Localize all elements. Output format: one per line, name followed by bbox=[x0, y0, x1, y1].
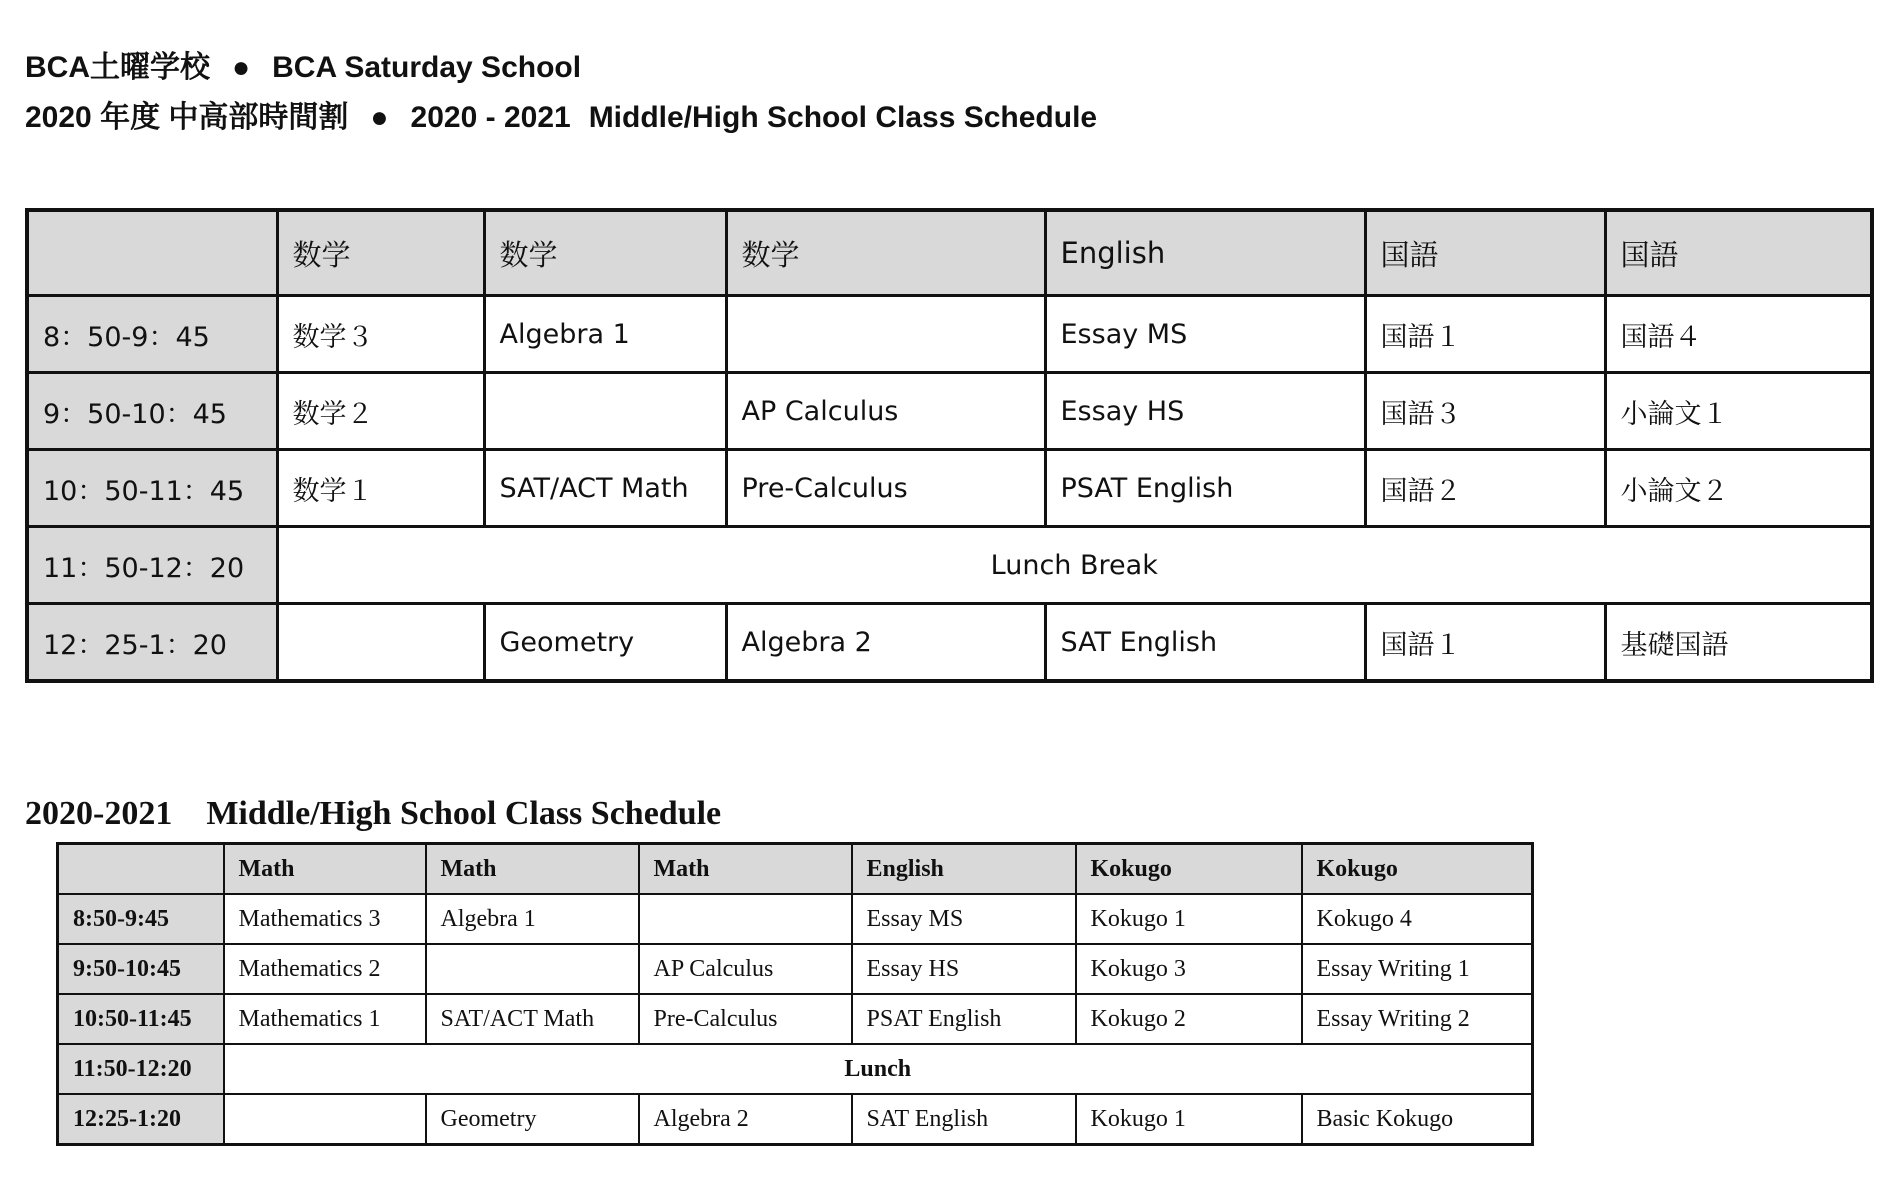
table-cell: 国語３ bbox=[1365, 373, 1605, 450]
header-line-2 bbox=[25, 100, 1097, 136]
table-cell: Geometry bbox=[484, 604, 726, 682]
schedule-title-en: Middle/High School Class Schedule bbox=[588, 101, 1098, 134]
table-header-cell bbox=[27, 210, 277, 296]
table-cell: PSAT English bbox=[852, 994, 1076, 1044]
table-cell: 国語１ bbox=[1365, 296, 1605, 373]
table-header-cell: 国語 bbox=[1605, 210, 1872, 296]
table-cell: 数学３ bbox=[277, 296, 484, 373]
table-cell: Kokugo 1 bbox=[1076, 894, 1302, 944]
table-cell: Essay MS bbox=[852, 894, 1076, 944]
en-schedule-table bbox=[56, 842, 1534, 1146]
table-cell: 国語４ bbox=[1605, 296, 1872, 373]
table-cell: SAT English bbox=[1045, 604, 1365, 682]
table-header-cell: 数学 bbox=[726, 210, 1045, 296]
table-header-cell: English bbox=[1045, 210, 1365, 296]
table-row bbox=[58, 994, 1533, 1044]
table-header-cell: Math bbox=[639, 844, 852, 895]
table-cell: 小論文１ bbox=[1605, 373, 1872, 450]
lunch-row bbox=[27, 527, 1872, 604]
time-cell: 9:50-10:45 bbox=[58, 944, 224, 994]
time-cell: 11:50-12:20 bbox=[58, 1044, 224, 1094]
document-header bbox=[25, 50, 1097, 150]
table-row bbox=[27, 450, 1872, 527]
header-line-1 bbox=[25, 50, 1097, 86]
table-cell: 数学２ bbox=[277, 373, 484, 450]
table-cell: 小論文２ bbox=[1605, 450, 1872, 527]
time-cell: 11：50-12：20 bbox=[27, 527, 277, 604]
table-cell: Kokugo 2 bbox=[1076, 994, 1302, 1044]
table-cell bbox=[726, 296, 1045, 373]
table-header-cell: Kokugo bbox=[1076, 844, 1302, 895]
table-row bbox=[27, 373, 1872, 450]
table-cell: Algebra 2 bbox=[639, 1094, 852, 1145]
table-cell: Algebra 1 bbox=[484, 296, 726, 373]
table-cell: Essay HS bbox=[852, 944, 1076, 994]
table-cell: AP Calculus bbox=[726, 373, 1045, 450]
table-row bbox=[58, 944, 1533, 994]
table-cell: Kokugo 3 bbox=[1076, 944, 1302, 994]
table-header-cell bbox=[58, 844, 224, 895]
table-header-cell: Math bbox=[224, 844, 426, 895]
table-header-row bbox=[27, 210, 1872, 296]
time-cell: 10:50-11:45 bbox=[58, 994, 224, 1044]
table-cell bbox=[639, 894, 852, 944]
school-name-en: BCA Saturday School bbox=[272, 51, 582, 84]
table-cell: 基礎国語 bbox=[1605, 604, 1872, 682]
table-cell: Kokugo 4 bbox=[1302, 894, 1533, 944]
table-header-cell: Kokugo bbox=[1302, 844, 1533, 895]
school-name-jp: BCA土曜学校 bbox=[25, 51, 210, 84]
table-cell bbox=[277, 604, 484, 682]
en-schedule-title-text: Middle/High School Class Schedule bbox=[206, 795, 722, 832]
schedule-year: 2020 - 2021 bbox=[410, 101, 571, 134]
table-cell: Pre-Calculus bbox=[639, 994, 852, 1044]
table-cell: 数学１ bbox=[277, 450, 484, 527]
table-cell: Geometry bbox=[426, 1094, 639, 1145]
table-cell bbox=[484, 373, 726, 450]
table-cell: Kokugo 1 bbox=[1076, 1094, 1302, 1145]
table-cell: Pre-Calculus bbox=[726, 450, 1045, 527]
lunch-break-cell: Lunch Break bbox=[277, 527, 1872, 604]
bullet-icon: ● bbox=[370, 101, 389, 134]
table-cell: Mathematics 2 bbox=[224, 944, 426, 994]
table-header-cell: 数学 bbox=[277, 210, 484, 296]
table-header-row bbox=[58, 844, 1533, 895]
table-cell: PSAT English bbox=[1045, 450, 1365, 527]
table-row bbox=[27, 604, 1872, 682]
table-header-cell: 数学 bbox=[484, 210, 726, 296]
table-cell: Essay Writing 1 bbox=[1302, 944, 1533, 994]
table-header-cell: English bbox=[852, 844, 1076, 895]
time-cell: 8:50-9:45 bbox=[58, 894, 224, 944]
table-cell: Basic Kokugo bbox=[1302, 1094, 1533, 1145]
bullet-icon: ● bbox=[232, 51, 251, 84]
time-cell: 12:25-1:20 bbox=[58, 1094, 224, 1145]
table-cell: Algebra 2 bbox=[726, 604, 1045, 682]
en-schedule-year: 2020-2021 bbox=[25, 795, 173, 832]
schedule-title-jp: 2020 年度 中高部時間割 bbox=[25, 101, 349, 134]
en-schedule-title bbox=[25, 795, 721, 833]
table-cell bbox=[224, 1094, 426, 1145]
table-cell: 国語１ bbox=[1365, 604, 1605, 682]
table-cell: Mathematics 1 bbox=[224, 994, 426, 1044]
table-cell: SAT/ACT Math bbox=[426, 994, 639, 1044]
time-cell: 8：50-9：45 bbox=[27, 296, 277, 373]
time-cell: 12：25-1：20 bbox=[27, 604, 277, 682]
table-row bbox=[27, 296, 1872, 373]
table-cell: Essay Writing 2 bbox=[1302, 994, 1533, 1044]
time-cell: 10：50-11：45 bbox=[27, 450, 277, 527]
table-cell: 国語２ bbox=[1365, 450, 1605, 527]
table-cell: SAT English bbox=[852, 1094, 1076, 1145]
table-header-cell: Math bbox=[426, 844, 639, 895]
jp-schedule-table bbox=[25, 208, 1874, 683]
table-cell: Algebra 1 bbox=[426, 894, 639, 944]
time-cell: 9：50-10：45 bbox=[27, 373, 277, 450]
lunch-row bbox=[58, 1044, 1533, 1094]
table-cell: SAT/ACT Math bbox=[484, 450, 726, 527]
table-row bbox=[58, 1094, 1533, 1145]
table-cell: Essay MS bbox=[1045, 296, 1365, 373]
table-header-cell: 国語 bbox=[1365, 210, 1605, 296]
table-row bbox=[58, 894, 1533, 944]
lunch-break-cell: Lunch bbox=[224, 1044, 1533, 1094]
table-cell: AP Calculus bbox=[639, 944, 852, 994]
table-cell bbox=[426, 944, 639, 994]
table-cell: Essay HS bbox=[1045, 373, 1365, 450]
table-cell: Mathematics 3 bbox=[224, 894, 426, 944]
